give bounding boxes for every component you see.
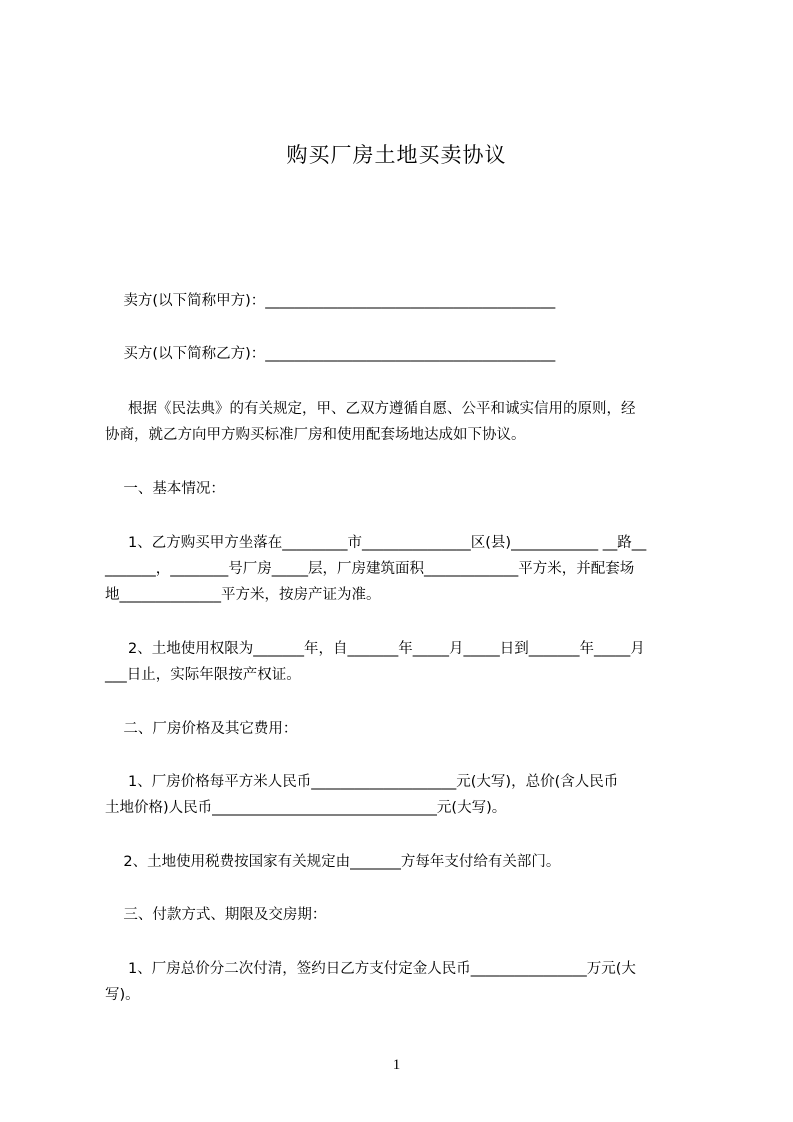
section-1-item-1-line-1: 1、乙方购买甲方坐落在_________市_______________区(县)____________ __路__ — [105, 535, 647, 551]
section-3-item-1-line-2: 写)。 — [105, 987, 140, 1003]
section-2-item-1-line-1: 1、厂房价格每平方米人民币____________________元(大写)，总价(含人民币 — [105, 774, 619, 790]
section-1-item-1-line-3: 地______________平方米，按房产证为准。 — [105, 587, 381, 603]
buyer-line: 买方(以下简称乙方)：________________________________________ — [105, 346, 556, 362]
page-number: 1 — [392, 1057, 401, 1073]
section-3-item-1-line-1: 1、厂房总价分二次付清，签约日乙方支付定金人民币________________万元(大 — [105, 961, 636, 977]
section-1-item-2-line-1: 2、土地使用权限为_______年，自_______年_____月_____日到_______年_____月 — [105, 641, 645, 657]
section-2-item-1-line-2: 土地价格)人民币_______________________________元(大写)。 — [105, 800, 507, 816]
intro-paragraph-line-1: 根据《民法典》的有关规定，甲、乙双方遵循自愿、公平和诚实信用的原则，经 — [105, 401, 636, 417]
section-2-heading: 二、厂房价格及其它费用： — [105, 721, 298, 737]
seller-line: 卖方(以下简称甲方)：________________________________________ — [105, 293, 556, 309]
section-1-item-2-line-2: ___日止，实际年限按产权证。 — [105, 667, 301, 683]
section-2-item-2-line-1: 2、土地使用税费按国家有关规定由_______方每年支付给有关部门。 — [105, 854, 561, 870]
document-title: 购买厂房土地买卖协议 — [286, 143, 507, 167]
section-3-heading: 三、付款方式、期限及交房期： — [105, 907, 327, 923]
section-1-item-1-line-2: _______，________号厂房_____层，厂房建筑面积_____________平方米，并配套场 — [105, 561, 635, 577]
section-1-heading: 一、基本情况： — [105, 481, 225, 497]
intro-paragraph-line-2: 协商，就乙方向甲方购买标准厂房和使用配套场地达成如下协议。 — [105, 427, 526, 443]
